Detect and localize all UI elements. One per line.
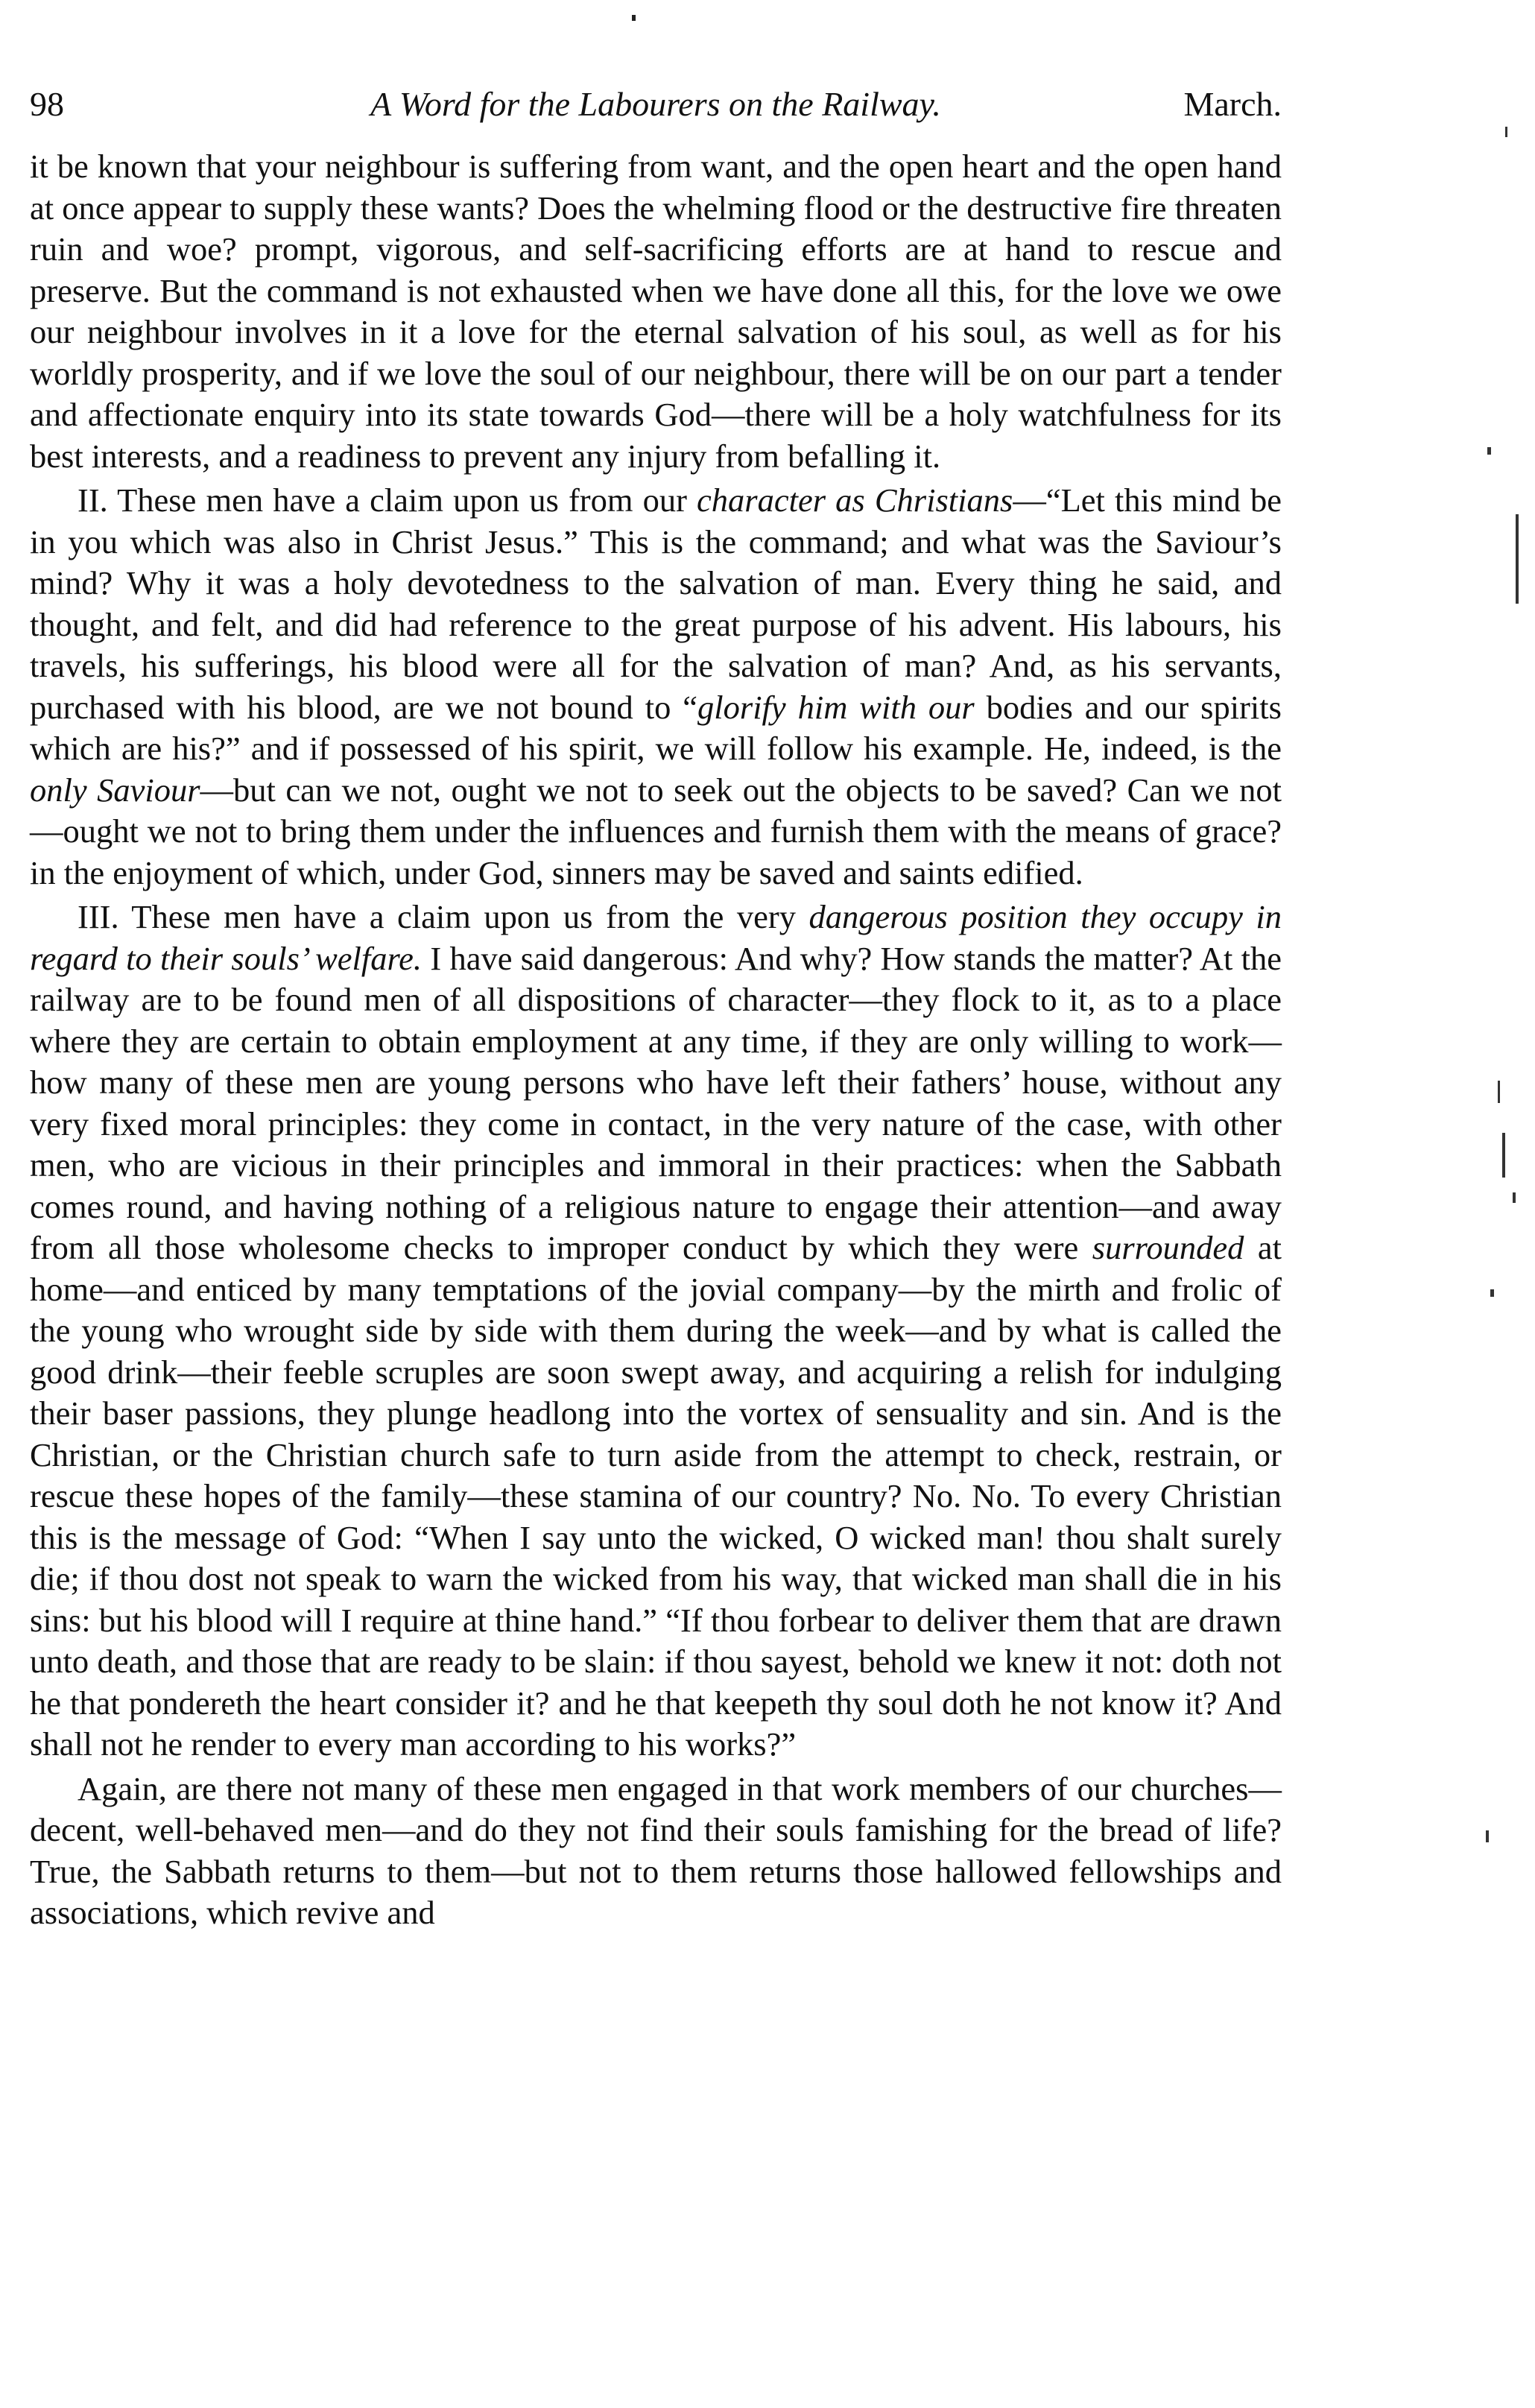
margin-mark <box>1490 1289 1494 1297</box>
running-month: March. <box>1183 85 1282 123</box>
p3-italic-surrounded: surrounded <box>1092 1229 1244 1266</box>
paragraph-three <box>30 897 1282 1766</box>
margin-mark <box>1516 514 1519 604</box>
margin-mark <box>1487 447 1491 455</box>
paragraph-continuation: it be known that your neighbour is suffering from want, and the open heart and the open hand at once appear to supply these wants? Does the whelming flood or the destructive fire threaten ruin and woe? prompt, vigorous, and self-sacrificing efforts are at hand to rescue and preserve. But the command is not exhausted when we have done all this, for the love we owe our neighbour involves in it a love for the eternal salvation of his soul, as well as for his worldly prosperity, and if we love the soul of our neighbour, there will be on our part a tender and affectionate enquiry into its state towards God—there will be a holy watchfulness for its best interests, and a readiness to prevent any injury from befalling it. <box>30 148 1282 475</box>
p3-italic-position: dangerous position they occupy in regard to their souls’ welfare. <box>30 898 1282 977</box>
page-number: 98 <box>30 85 64 123</box>
p3-mid-two: at home—and enticed by many temptations of the jovial company—by the mirth and frolic of the young who wrought side by side with them during the week—and by what is called the good drink—their feeble scruples are soon swept away, and acquiring a relish for indulging their baser passions, they plunge headlong into the vortex of sensuality and sin. And is the Christian, or the Christian church safe to turn aside from the attempt to check, restrain, or rescue these hopes of the family—these stamina of our country? No. No. To every Christian this is the message of God: “When I say unto the wicked, O wicked man! thou shalt surely die; if thou dost not speak to warn the wicked from his way, that wicked man shall die in his sins: but his blood will I require at thine hand.” “If thou forbear to deliver them that are drawn unto death, and those that are ready to be slain: if thou sayest, behold we knew it not: doth not he that pondereth the heart consider it? and he that keepeth thy soul doth he not know it? And shall not he render to every man according to his works?” <box>30 1229 1282 1763</box>
p3-lead: III. These men have a claim upon us from the very <box>77 898 809 935</box>
p2-mid-one: —“Let this mind be in you which was also in Christ Jesus.” This is the command; and what was the Saviour’s mind? Why it was a holy devotedness to the salvation of man. Every thing he said, and thought, and felt, and did had reference to the great purpose of his advent. His labours, his travels, his sufferings, his blood were all for the salvation of man? And, as his servants, purchased with his blood, are we not bound to “ <box>30 481 1282 726</box>
p2-italic-character: character as Christians <box>697 481 1013 519</box>
paragraph-four: Again, are there not many of these men engaged in that work members of our churches—decent, well-behaved men—and do they not find their souls famishing for the bread of life? True, the Sabbath returns to them—but not to them returns those hallowed fellowships and associations, which revive and <box>30 1769 1282 1931</box>
margin-mark <box>1505 127 1507 137</box>
margin-mark <box>1513 1192 1516 1203</box>
running-title: A Word for the Labourers on the Railway. <box>370 85 941 123</box>
paragraph-two <box>30 480 1282 894</box>
print-speck <box>632 15 636 21</box>
margin-mark <box>1502 1133 1505 1178</box>
running-head <box>30 75 1282 134</box>
margin-mark <box>1498 1081 1500 1103</box>
p2-italic-saviour: only Saviour <box>30 771 200 809</box>
margin-mark <box>1486 1830 1489 1842</box>
margin-scan-marks <box>1483 0 1528 2408</box>
p2-tail: —but can we not, ought we not to seek out the objects to be saved? Can we not—ought we not to bring them under the influences and furnish them with the means of grace? in the enjoyment of which, under God, sinners may be saved and saints edified. <box>30 771 1282 891</box>
p3-mid-one: I have said dangerous: And why? How stands the matter? At the railway are to be found men of all dispositions of character—they flock to it, as to a place where they are certain to obtain employment at any time, if they are only willing to work—how many of these men are young persons who have left their fathers’ house, without any very fixed moral principles: they come in contact, in the very nature of the case, with other men, who are vicious in their principles and immoral in their practices: when the Sabbath comes round, and having nothing of a religious nature to engage their attention—and away from all those wholesome checks to improper conduct by which they were <box>30 939 1282 1266</box>
body-text <box>30 146 1282 1934</box>
p2-mid-two: bodies and our spirits which are his?” and if possessed of his spirit, we will follow his example. He, indeed, is the <box>30 688 1282 767</box>
p2-lead: II. These men have a claim upon us from our <box>77 481 697 519</box>
p2-italic-glorify: glorify him with our <box>697 688 975 726</box>
